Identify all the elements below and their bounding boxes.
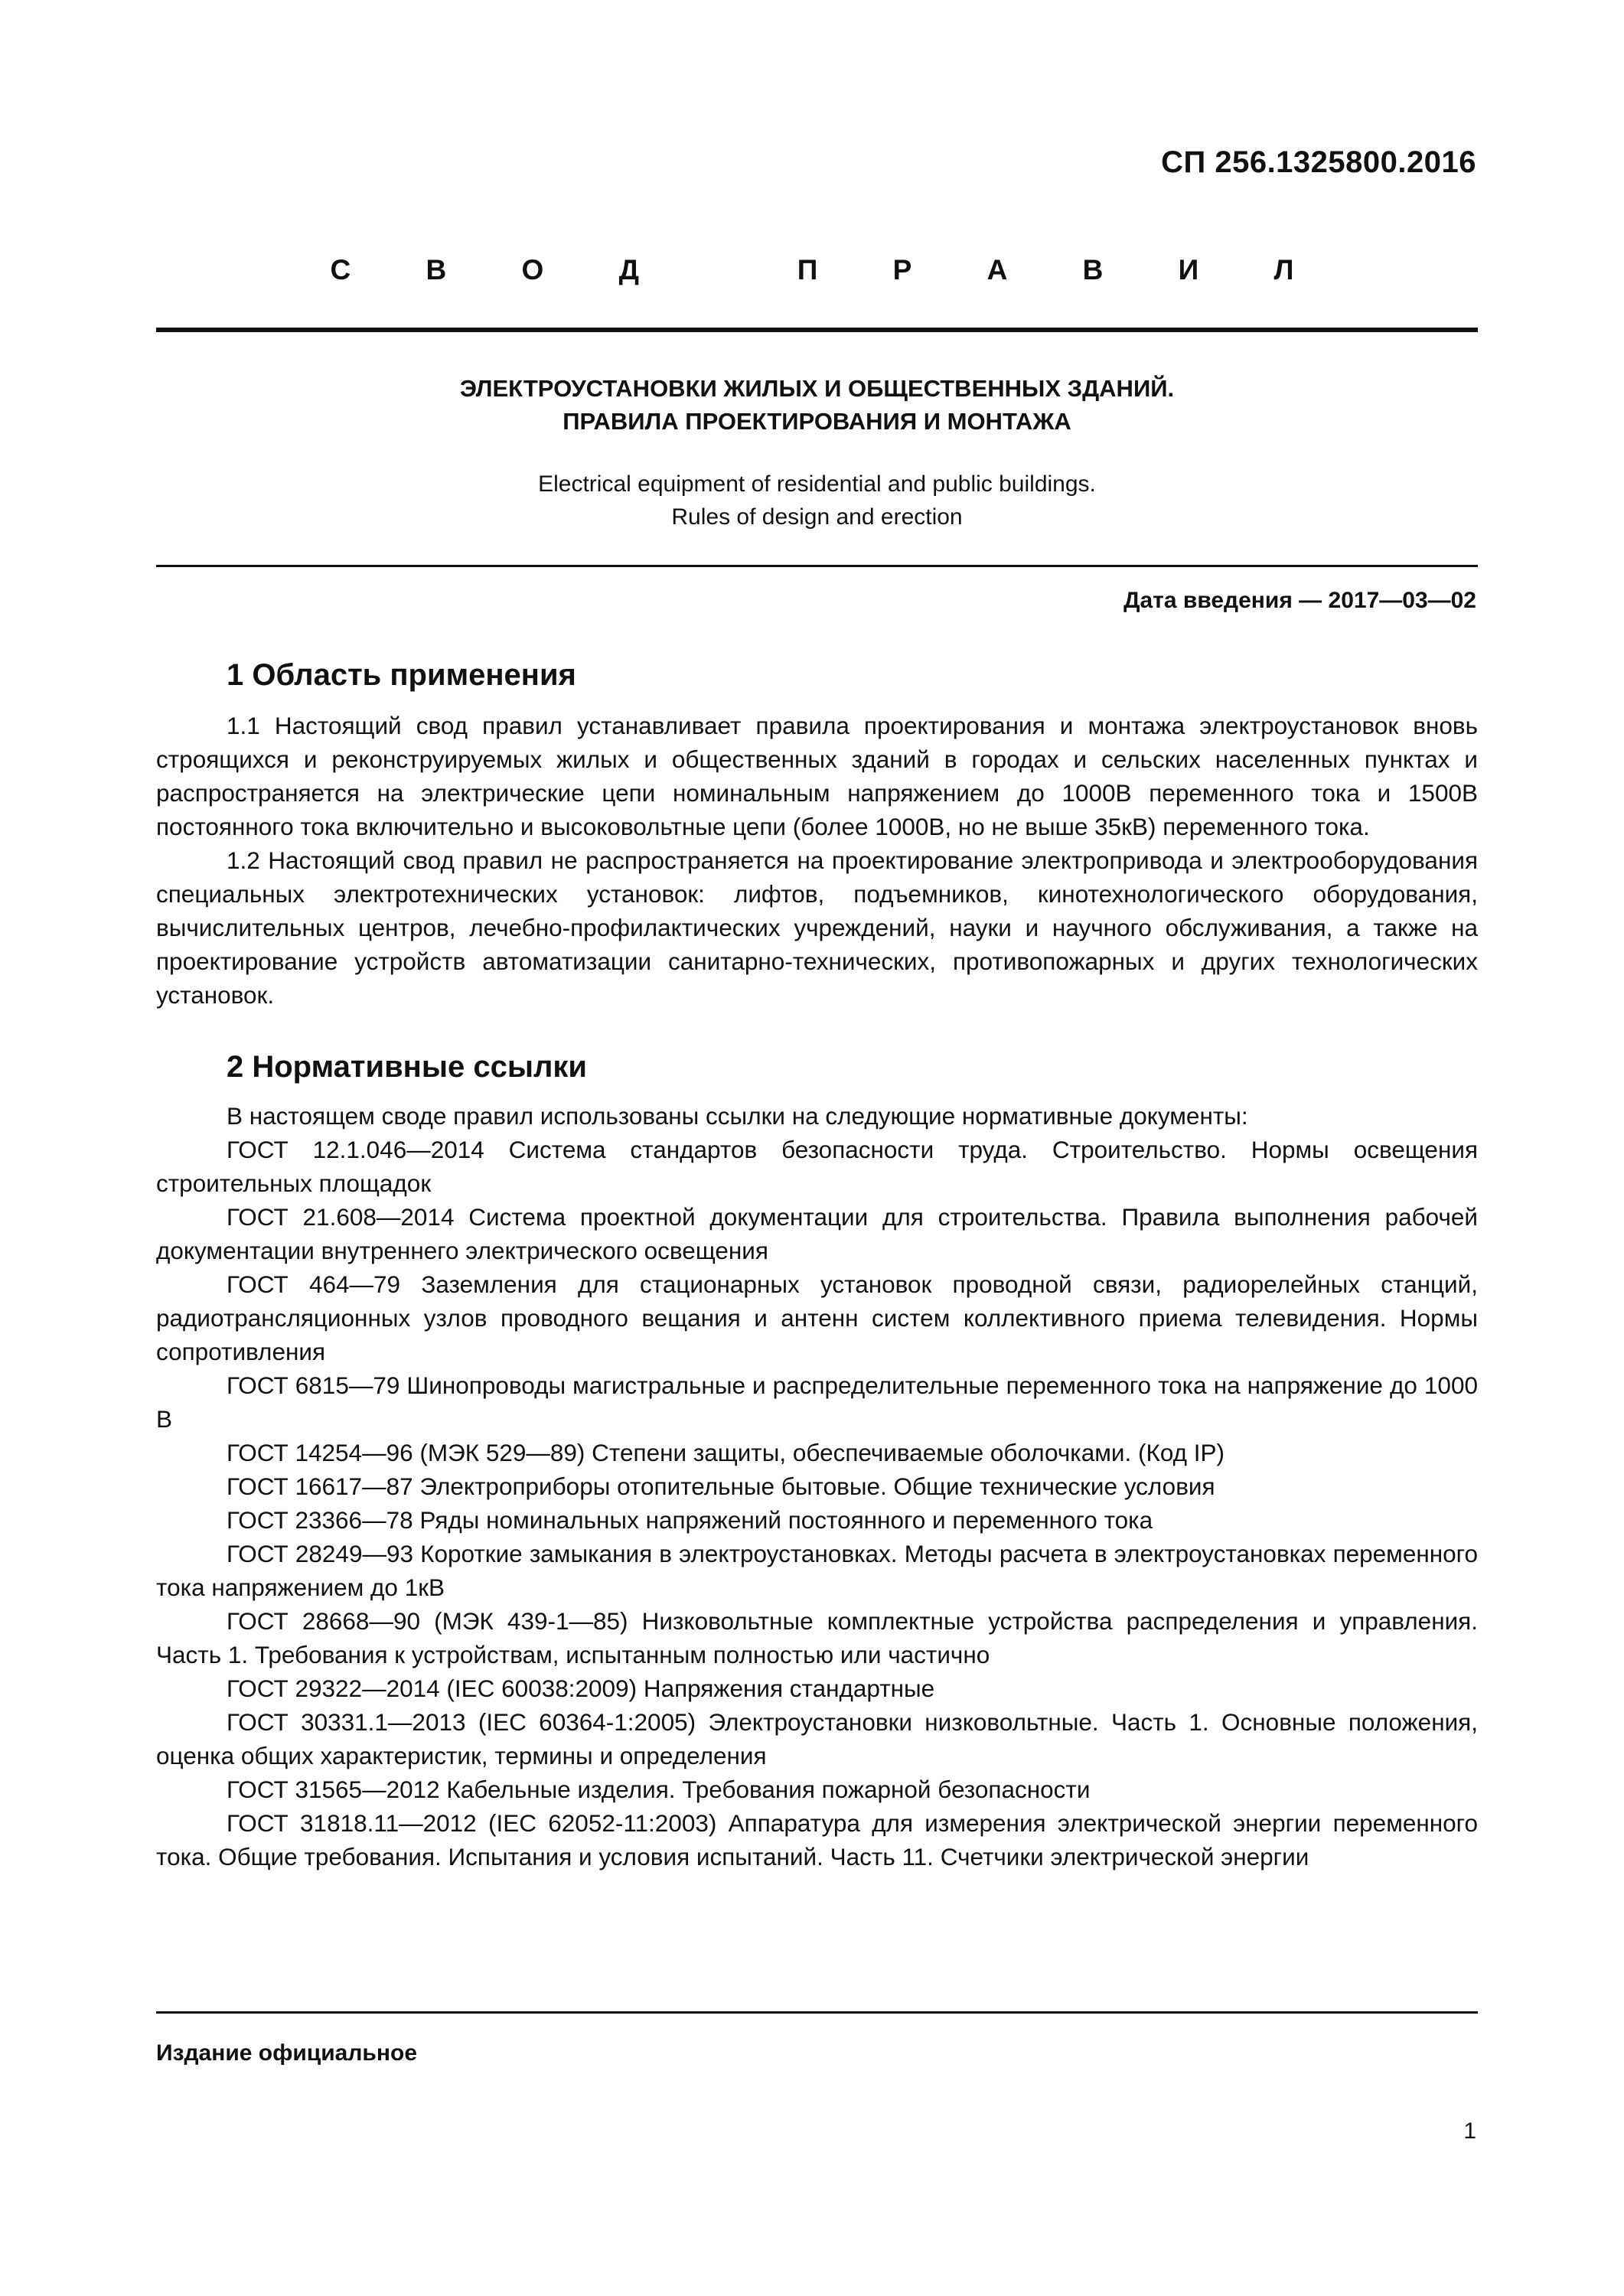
section-1-heading: 1 Область применения: [227, 658, 576, 692]
title-en-line-1: Electrical equipment of residential and public buildings.: [538, 471, 1096, 497]
document-title-ru: [156, 372, 1478, 438]
reference-item: ГОСТ 21.608—2014 Система проектной документации для строительства. Правила выполнения рабочей документации внутреннего электрического освещения: [156, 1203, 1478, 1264]
title-ru-line-1: ЭЛЕКТРОУСТАНОВКИ ЖИЛЫХ И ОБЩЕСТВЕННЫХ ЗДАНИЙ.: [459, 375, 1175, 402]
reference-item: ГОСТ 23366—78 Ряды номинальных напряжений постоянного и переменного тока: [227, 1506, 1153, 1534]
section-2-heading: 2 Нормативные ссылки: [227, 1050, 588, 1084]
document-code: СП 256.1325800.2016: [1161, 145, 1476, 179]
reference-item: ГОСТ 28249—93 Короткие замыкания в электроустановках. Методы расчета в электроустановках переменного тока напряжением до 1кВ: [156, 1540, 1478, 1601]
reference-item: ГОСТ 31818.11—2012 (IEC 62052-11:2003) Аппаратура для измерения электрической энергии переменного тока. Общие требования. Испытания и условия испытаний. Часть 11. Счетчики электрической энергии: [156, 1809, 1478, 1870]
footer-divider: [156, 2011, 1478, 2014]
introduction-date: Дата введения — 2017—03—02: [1123, 588, 1476, 613]
reference-item: ГОСТ 29322—2014 (IEC 60038:2009) Напряжения стандартные: [227, 1675, 935, 1702]
document-type-heading: С В О Д П Р А В И Л: [330, 254, 1328, 285]
page-number: 1: [1463, 2118, 1476, 2144]
header-divider: [156, 328, 1478, 332]
document-body: [156, 652, 1478, 1874]
title-ru-line-2: ПРАВИЛА ПРОЕКТИРОВАНИЯ И МОНТАЖА: [563, 408, 1071, 435]
reference-item: ГОСТ 464—79 Заземления для стационарных установок проводной связи, радиорелейных станций, радиотрансляционных узлов проводного вещания и антенн систем коллективного приема телевидения. Нормы сопротивления: [156, 1270, 1478, 1365]
title-en-line-2: Rules of design and erection: [671, 504, 963, 530]
section-2-intro: В настоящем своде правил использованы ссылки на следующие нормативные документы:: [227, 1102, 1248, 1130]
document-title-en: [156, 468, 1478, 533]
reference-item: ГОСТ 31565—2012 Кабельные изделия. Требования пожарной безопасности: [227, 1776, 1091, 1803]
reference-item: ГОСТ 16617—87 Электроприборы отопительные бытовые. Общие технические условия: [227, 1473, 1215, 1500]
reference-item: ГОСТ 12.1.046—2014 Система стандартов безопасности труда. Строительство. Нормы освещения строительных площадок: [156, 1136, 1478, 1197]
reference-item: ГОСТ 28668—90 (МЭК 439-1—85) Низковольтные комплектные устройства распределения и управления. Часть 1. Требования к устройствам, испытанным полностью или частично: [156, 1607, 1478, 1668]
official-edition-label: Издание официальное: [156, 2040, 418, 2066]
section-1-paragraph-1: 1.1 Настоящий свод правил устанавливает правила проектирования и монтажа электроустановок вновь строящихся и реконструируемых жилых и общественных зданий в городах и сельских населенных пунктах и распространяется на электрические цепи номинальным напряжением до 1000В переменного тока и 1500В постоянного тока включительно и высоковольтные цепи (более 1000В, но не выше 35кВ) переменного тока.: [156, 712, 1478, 840]
reference-item: ГОСТ 6815—79 Шинопроводы магистральные и распределительные переменного тока на напряжение до 1000 В: [156, 1371, 1478, 1433]
section-1-paragraph-2: 1.2 Настоящий свод правил не распространяется на проектирование электропривода и электрооборудования специальных электротехнических установок: лифтов, подъемников, кинотехнологического оборудования, вычислительных центров, лечебно-профилактических учреждений, науки и научного обслуживания, а также на проектирование устройств автоматизации санитарно-технических, противопожарных и других технологических установок.: [156, 846, 1478, 1009]
reference-item: ГОСТ 30331.1—2013 (IEC 60364-1:2005) Электроустановки низковольтные. Часть 1. Основные положения, оценка общих характеристик, термины и определения: [156, 1708, 1478, 1769]
reference-item: ГОСТ 14254—96 (МЭК 529—89) Степени защиты, обеспечиваемые оболочками. (Код IP): [227, 1439, 1225, 1466]
title-divider: [156, 565, 1478, 567]
